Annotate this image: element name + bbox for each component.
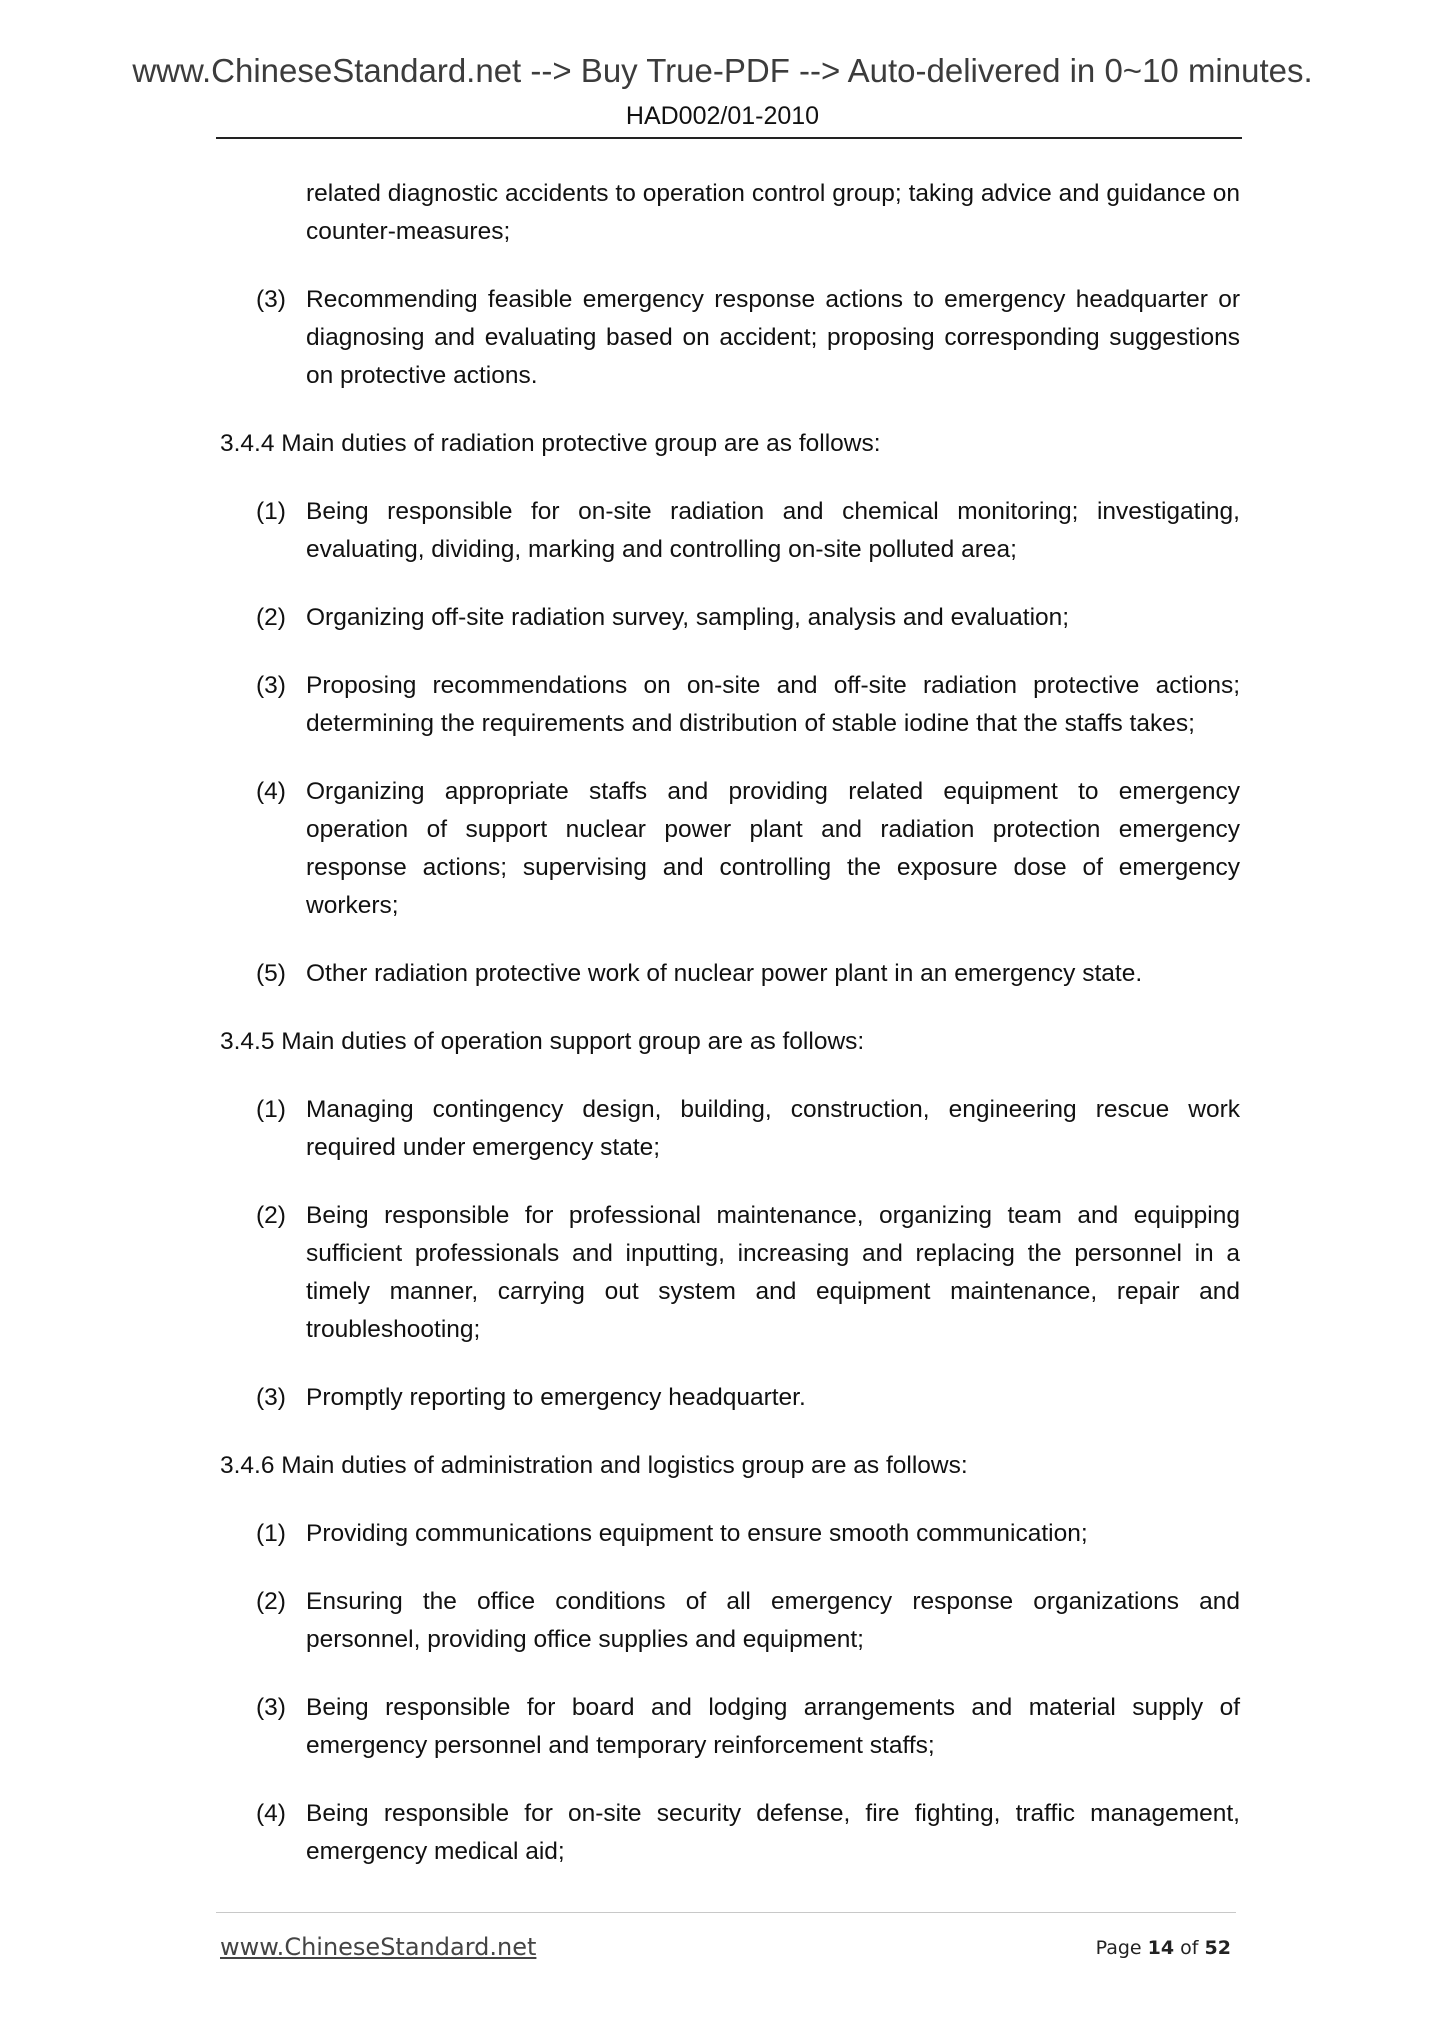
list-item (256, 281, 1240, 395)
list-item (256, 1379, 1240, 1417)
document-code: HAD002/01-2010 (625, 102, 820, 130)
list-number: (3) (256, 286, 286, 313)
list-number: (5) (256, 960, 286, 987)
page-total: 52 (1204, 1937, 1231, 1959)
list-text: Proposing recommendations on on-site and off-site radiation protective actions; determining the requirements and distribution of stable iodine that the staffs takes; (306, 672, 1240, 737)
list-number: (2) (256, 604, 286, 631)
list-text: Being responsible for on-site radiation and chemical monitoring; investigating, evaluating, dividing, marking and controlling on-site polluted area; (306, 498, 1240, 563)
list-text: Being responsible for professional maintenance, organizing team and equipping sufficient professionals and inputting, increasing and replacing the personnel in a timely manner, carrying out system and equipment maintenance, repair and troubleshooting; (306, 1202, 1240, 1343)
list-number: (2) (256, 1202, 286, 1229)
list-text: Managing contingency design, building, construction, engineering rescue work required under emergency state; (306, 1096, 1240, 1161)
list-text: Organizing off-site radiation survey, sampling, analysis and evaluation; (306, 604, 1070, 631)
list-item (256, 773, 1240, 925)
list-number: (1) (256, 1096, 286, 1123)
list-text: Ensuring the office conditions of all emergency response organizations and personnel, providing office supplies and equipment; (306, 1588, 1240, 1653)
header-divider (216, 137, 1242, 139)
list-item (256, 1795, 1240, 1871)
continued-paragraph: related diagnostic accidents to operation control group; taking advice and guidance on counter-measures; (306, 180, 1240, 245)
list-item (256, 1515, 1240, 1553)
list-item (256, 1197, 1240, 1349)
page-content (220, 175, 1240, 1901)
footer-site-link[interactable]: www.ChineseStandard.net (220, 1933, 537, 1961)
list-text: Being responsible for board and lodging arrangements and material supply of emergency personnel and temporary reinforcement staffs; (306, 1694, 1240, 1759)
list-text: Organizing appropriate staffs and providing related equipment to emergency operation of support nuclear power plant and radiation protection emergency response actions; supervising and controlling the exposure dose of emergency workers; (306, 778, 1240, 919)
top-banner: www.ChineseStandard.net --> Buy True-PDF --> Auto-delivered in 0~10 minutes. (132, 52, 1313, 89)
list-number: (1) (256, 1520, 286, 1547)
list-item (256, 493, 1240, 569)
page-number (1096, 1937, 1231, 1959)
list-number: (4) (256, 778, 286, 805)
list-item (256, 955, 1240, 993)
page-prefix: Page (1095, 1937, 1142, 1959)
list-text: Providing communications equipment to ensure smooth communication; (306, 1520, 1088, 1547)
list-item (256, 667, 1240, 743)
section-heading-3-4-6: 3.4.6 Main duties of administration and logistics group are as follows: (220, 1452, 968, 1479)
footer-divider (216, 1912, 1236, 1913)
list-number: (3) (256, 1694, 286, 1721)
list-number: (3) (256, 1384, 286, 1411)
list-number: (1) (256, 498, 286, 525)
list-item (256, 1583, 1240, 1659)
section-heading-3-4-5: 3.4.5 Main duties of operation support group are as follows: (220, 1028, 865, 1055)
page-current: 14 (1147, 1937, 1175, 1959)
list-text: Being responsible for on-site security defense, fire fighting, traffic management, emergency medical aid; (306, 1800, 1240, 1865)
list-number: (3) (256, 672, 286, 699)
list-text: Other radiation protective work of nuclear power plant in an emergency state. (306, 960, 1143, 987)
list-number: (4) (256, 1800, 286, 1827)
list-item (256, 1689, 1240, 1765)
page-of: of (1180, 1937, 1199, 1959)
list-item (256, 599, 1240, 637)
section-heading-3-4-4: 3.4.4 Main duties of radiation protective group are as follows: (220, 430, 881, 457)
list-number: (2) (256, 1588, 286, 1615)
list-text: Promptly reporting to emergency headquarter. (306, 1384, 806, 1411)
list-item (256, 1091, 1240, 1167)
list-text: Recommending feasible emergency response actions to emergency headquarter or diagnosing and evaluating based on accident; proposing corresponding suggestions on protective actions. (306, 286, 1240, 389)
